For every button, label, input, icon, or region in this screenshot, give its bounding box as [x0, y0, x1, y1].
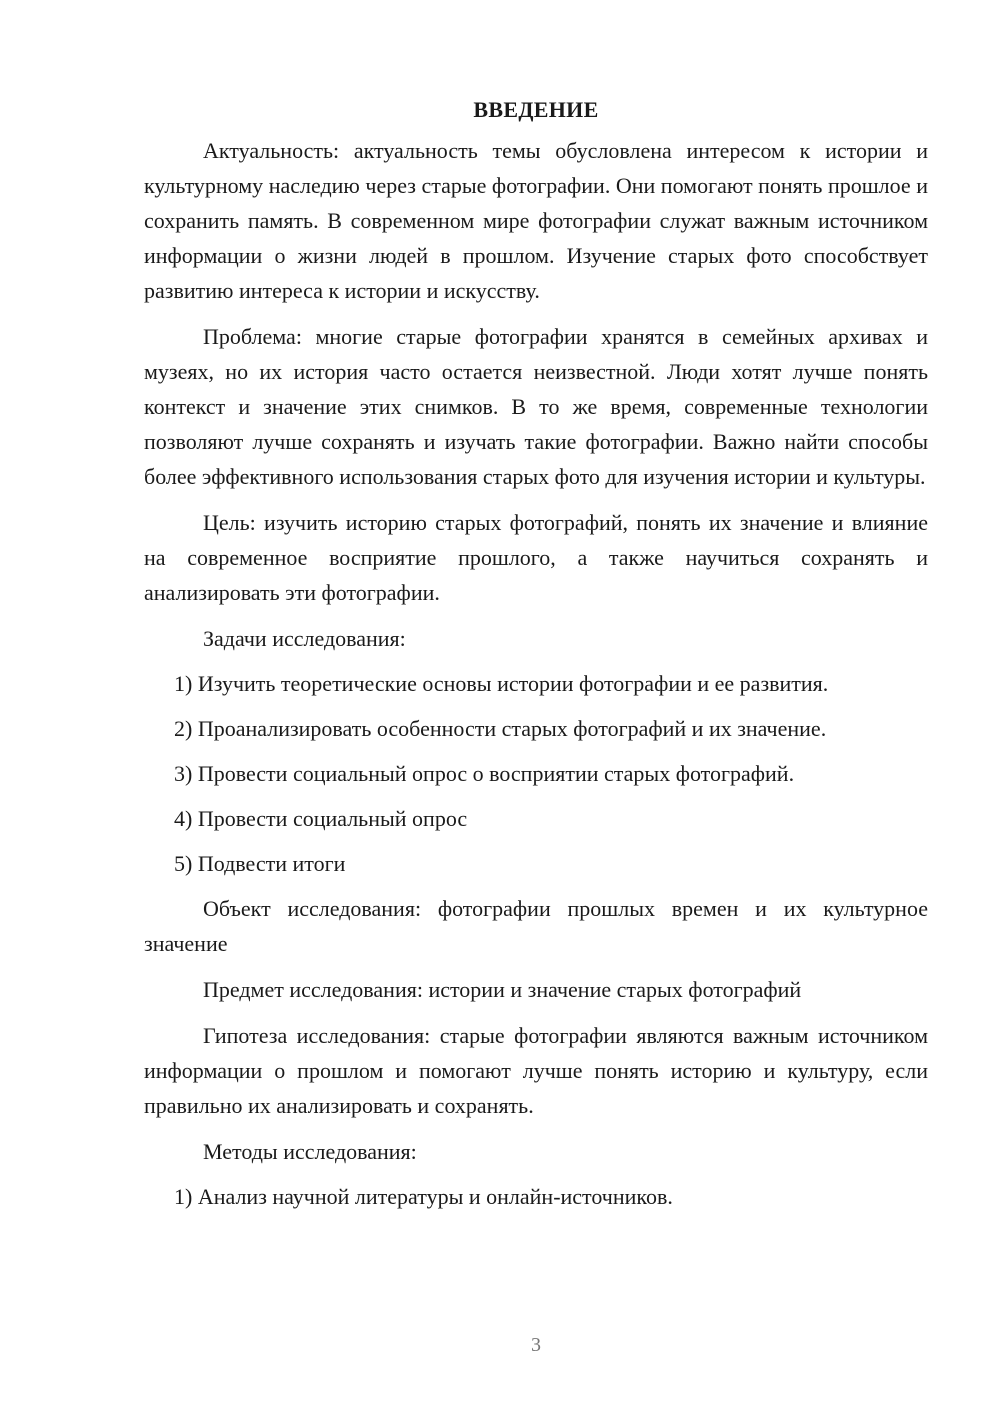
task-item-2: 2) Проанализировать особенности старых фотографий и их значение. — [174, 716, 827, 741]
research-subject-paragraph: Предмет исследования: истории и значение старых фотографий — [203, 977, 802, 1002]
research-object-paragraph: Объект исследования: фотографии прошлых времен и их культурное значение — [144, 896, 928, 956]
task-item-1: 1) Изучить теоретические основы истории фотографии и ее развития. — [174, 671, 829, 696]
methods-heading: Методы исследования: — [203, 1139, 417, 1164]
tasks-heading: Задачи исследования: — [203, 626, 406, 651]
document-page — [144, 92, 928, 1224]
relevance-paragraph: Актуальность: актуальность темы обусловлена интересом к истории и культурному наследию через старые фотографии. Они помогают понять прошлое и сохранить память. В современном мире фотографии служат важным источником информации о жизни людей в прошлом. Изучение старых фото способствует развитию интереса к истории и искусству. — [144, 138, 928, 303]
hypothesis-paragraph: Гипотеза исследования: старые фотографии являются важным источником информации о прошлом и помогают лучше понять историю и культуру, если правильно их анализировать и сохранять. — [144, 1023, 928, 1118]
task-item-3: 3) Провести социальный опрос о восприятии старых фотографий. — [174, 761, 795, 786]
goal-paragraph: Цель: изучить историю старых фотографий, понять их значение и влияние на современное восприятие прошлого, а также научиться сохранять и анализировать эти фотографии. — [144, 510, 928, 605]
page-number: 3 — [531, 1334, 541, 1356]
task-item-5: 5) Подвести итоги — [174, 851, 346, 876]
page-title: ВВЕДЕНИЕ — [473, 97, 599, 122]
method-item-1: 1) Анализ научной литературы и онлайн-источников. — [174, 1184, 673, 1209]
task-item-4: 4) Провести социальный опрос — [174, 806, 468, 831]
problem-paragraph: Проблема: многие старые фотографии хранятся в семейных архивах и музеях, но их история часто остается неизвестной. Люди хотят лучше понять контекст и значение этих снимков. В то же время, современные технологии позволяют лучше сохранять и изучать такие фотографии. Важно найти способы более эффективного использования старых фото для изучения истории и культуры. — [144, 324, 928, 489]
